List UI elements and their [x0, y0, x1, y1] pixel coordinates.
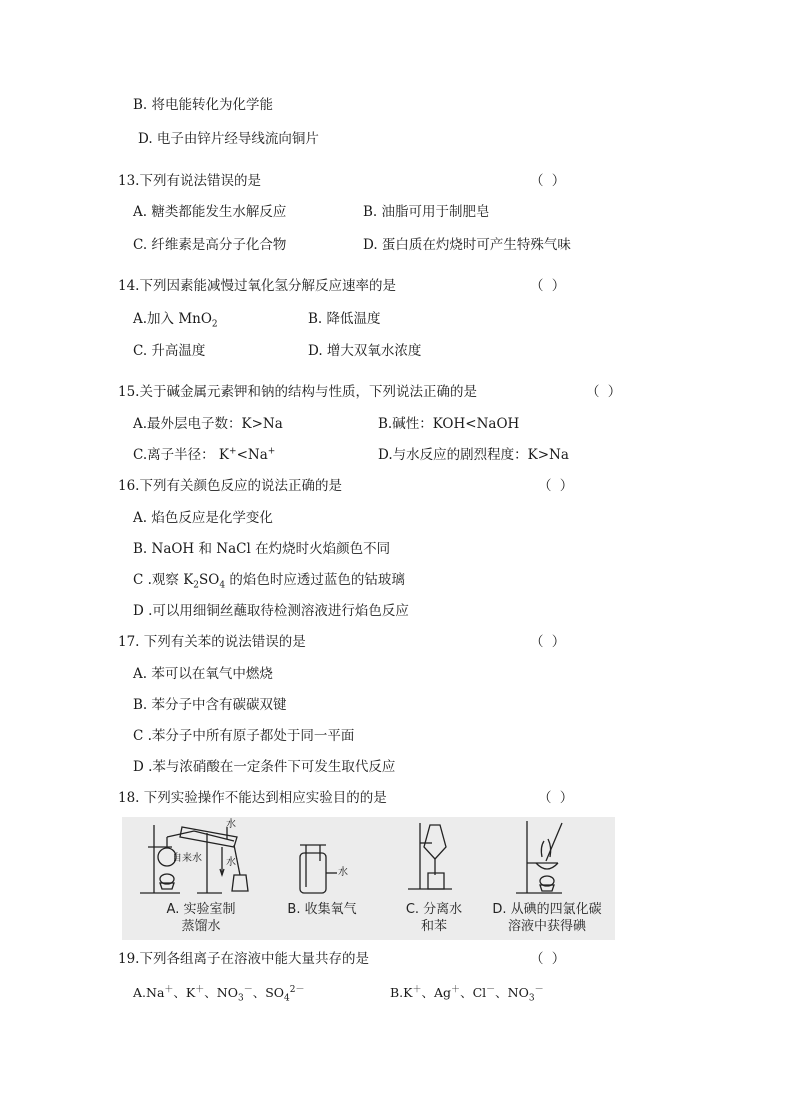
q19-a-t1: A.Na — [133, 985, 165, 1000]
a-label-tap-water: 自来水 — [172, 853, 202, 864]
q18-apparatus-figure — [122, 817, 615, 940]
q14-option-a — [133, 310, 218, 328]
q16-answer-blank: （ ） — [538, 478, 576, 494]
d-dish — [536, 863, 558, 869]
q13-option-b: B. 油脂可用于制肥皂 — [363, 204, 490, 220]
q19-b-s2: ＋ — [451, 984, 461, 995]
q16-option-c-text3: 的焰色时应透过蓝色的钴玻璃 — [225, 572, 405, 588]
figure-d-caption-line1: D. 从碘的四氯化碳 — [492, 902, 602, 917]
q19-a-s3: － — [243, 984, 253, 995]
figure-a-caption-line2: 蒸馏水 — [181, 919, 221, 934]
q19-b-t2: 、Ag — [421, 985, 452, 1000]
prev-option-b: B. 将电能转化为化学能 — [133, 97, 274, 113]
figure-c-caption-line2: 和苯 — [420, 919, 447, 934]
q17-option-a: A. 苯可以在氧气中燃烧 — [133, 666, 273, 682]
figure-d-caption — [482, 901, 612, 935]
figure-c-caption — [384, 901, 484, 935]
q19-option-a — [133, 984, 304, 1002]
q14-option-a-sub: 2 — [211, 319, 218, 330]
q19-b-s4: － — [534, 984, 544, 995]
q17-option-d: D .苯与浓硝酸在一定条件下可发生取代反应 — [133, 759, 396, 775]
q15-answer-blank: （ ） — [586, 384, 624, 400]
q13-stem: 13.下列有说法错误的是 — [118, 173, 261, 189]
q15-option-c-sup1: + — [229, 446, 237, 457]
prev-option-d: D. 电子由锌片经导线流向铜片 — [138, 131, 319, 147]
q14-option-d: D. 增大双氧水浓度 — [308, 343, 422, 359]
q13-answer-blank: （ ） — [530, 173, 568, 189]
q16-option-d: D .可以用细铜丝蘸取待检测溶液进行焰色反应 — [133, 603, 409, 619]
a-label-water-bottom: 水 — [226, 857, 236, 868]
figure-d-caption-line2: 溶液中获得碘 — [507, 919, 586, 934]
q14-option-b: B. 降低温度 — [308, 311, 381, 327]
d-glass-rod — [546, 823, 562, 861]
q16-option-c-text1: C .观察 K — [133, 572, 194, 588]
q19-a-s1: ＋ — [164, 984, 174, 995]
q19-a-s4: 2－ — [289, 984, 305, 995]
a-condenser — [180, 827, 237, 847]
q19-a-t3: 、NO — [204, 985, 238, 1000]
figure-a-caption-line1: A. 实验室制 — [166, 902, 236, 917]
q15-option-c-text1: C.离子半径： K — [133, 447, 230, 463]
q13-option-d: D. 蛋白质在灼烧时可产生特殊气味 — [363, 237, 571, 253]
b-label-water: 水 — [338, 867, 348, 878]
q19-a-s2: ＋ — [195, 984, 205, 995]
q19-a-t4: 、SO — [252, 985, 285, 1000]
q15-option-b: B.碱性：KOH<NaOH — [378, 416, 520, 432]
q19-option-b — [390, 984, 544, 1002]
q15-option-c-sup2: + — [267, 446, 276, 457]
q15-option-c-text2: <Na — [236, 447, 268, 463]
q16-option-c-sub1: 2 — [193, 580, 200, 591]
q16-option-b: B. NaOH 和 NaCl 在灼烧时火焰颜色不同 — [133, 541, 391, 557]
q19-b-t4: 、NO — [495, 985, 529, 1000]
q17-option-c: C .苯分子中所有原子都处于同一平面 — [133, 728, 355, 744]
figure-b-caption-line1: B. 收集氧气 — [287, 902, 357, 917]
q14-stem: 14.下列因素能减慢过氧化氢分解反应速率的是 — [118, 278, 396, 294]
q19-b-sub4: 3 — [528, 993, 535, 1004]
q16-option-c — [133, 571, 405, 589]
q18-answer-blank: （ ） — [538, 790, 576, 806]
q17-option-b: B. 苯分子中含有碳碳双键 — [133, 697, 287, 713]
q19-answer-blank: （ ） — [530, 951, 568, 967]
q15-option-a: A.最外层电子数：K>Na — [133, 416, 283, 432]
figure-a-caption — [146, 901, 256, 935]
q19-a-sub3: 3 — [237, 993, 244, 1004]
q13-option-c: C. 纤维素是高分子化合物 — [133, 237, 287, 253]
q16-option-a: A. 焰色反应是化学变化 — [133, 510, 273, 526]
q19-b-t1: B.K — [390, 985, 413, 1000]
q19-b-s3: － — [486, 984, 496, 995]
q19-b-s1: ＋ — [412, 984, 422, 995]
a-label-water-top: 水 — [226, 819, 236, 830]
q16-option-c-sub2: 4 — [219, 580, 226, 591]
figure-b-caption — [272, 901, 372, 918]
q17-stem: 17. 下列有关苯的说法错误的是 — [118, 634, 306, 650]
q19-a-sub4: 4 — [284, 993, 290, 1004]
q17-answer-blank: （ ） — [530, 634, 568, 650]
q19-stem: 19.下列各组离子在溶液中能大量共存的是 — [118, 951, 369, 967]
a-receiver — [232, 875, 248, 891]
q14-answer-blank: （ ） — [530, 278, 568, 294]
q13-option-a: A. 糖类都能发生水解反应 — [133, 204, 287, 220]
q18-stem: 18. 下列实验操作不能达到相应实验目的的是 — [118, 790, 387, 806]
b-bottle — [300, 853, 326, 893]
q14-option-a-text: A.加入 MnO — [133, 311, 212, 327]
q19-a-t2: 、K — [173, 985, 196, 1000]
a-condenser-inner — [167, 831, 234, 841]
q16-stem: 16.下列有关颜色反应的说法正确的是 — [118, 478, 342, 494]
c-funnel — [424, 825, 446, 859]
q15-option-c — [133, 446, 275, 464]
q15-stem: 15.关于碱金属元素钾和钠的结构与性质，下列说法正确的是 — [118, 384, 477, 400]
q19-b-t3: 、Cl — [460, 985, 487, 1000]
q16-option-c-text2: SO — [199, 572, 220, 588]
c-beaker — [428, 873, 444, 889]
q15-option-d: D.与水反应的剧烈程度：K>Na — [378, 447, 569, 463]
q14-option-c: C. 升高温度 — [133, 343, 206, 359]
figure-c-caption-line1: C. 分离水 — [405, 902, 463, 917]
